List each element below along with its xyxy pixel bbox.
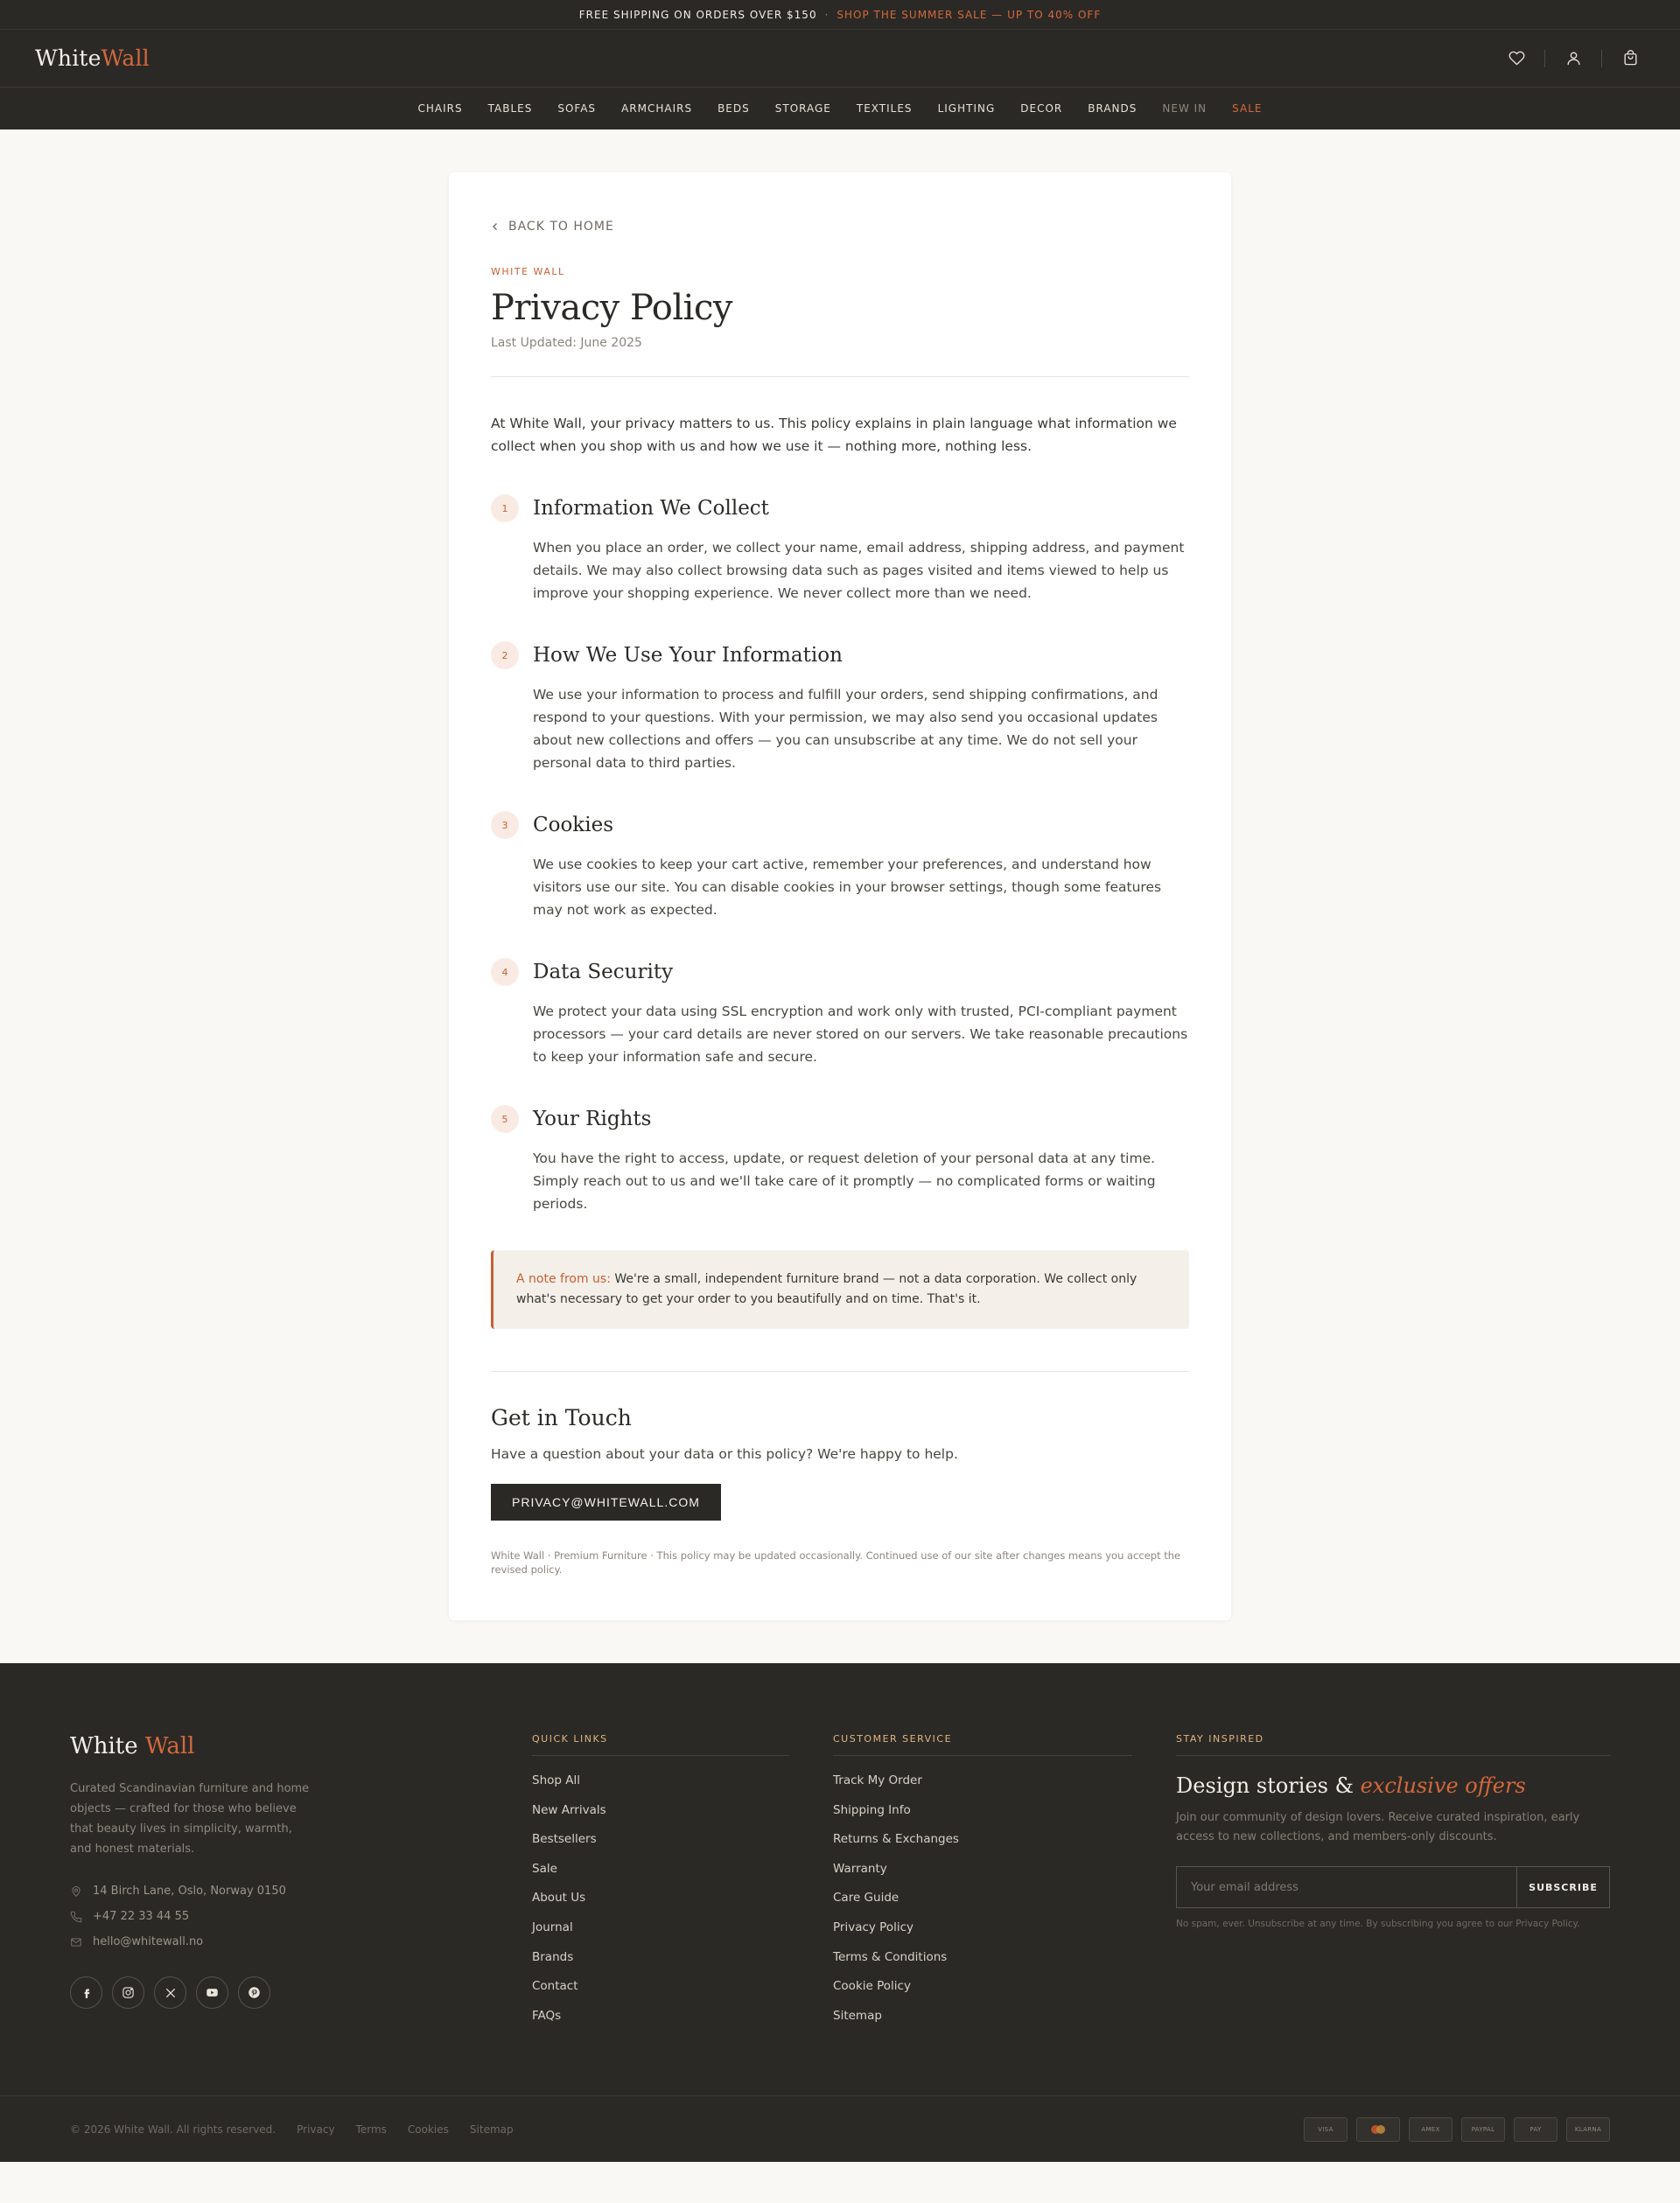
footer-link-bestsellers[interactable]: Bestsellers xyxy=(532,1832,597,1847)
footer-link-journal[interactable]: Journal xyxy=(532,1920,573,1934)
shipping-announcement: FREE SHIPPING ON ORDERS OVER $150 xyxy=(578,8,817,21)
instagram-icon xyxy=(122,1986,135,1999)
nav-item-sofas[interactable]: SOFAS xyxy=(557,102,597,115)
footer-link-shipping-info[interactable]: Shipping Info xyxy=(833,1802,911,1817)
section-number: 1 xyxy=(491,494,519,522)
footer-link-shop-all[interactable]: Shop All xyxy=(532,1773,580,1787)
footer-link-new-arrivals[interactable]: New Arrivals xyxy=(532,1802,606,1817)
visa-badge: VISA xyxy=(1304,2117,1348,2142)
newsletter-title-accent: exclusive offers xyxy=(1360,1773,1526,1798)
pay-badge: PAY xyxy=(1514,2117,1558,2142)
section-title: Cookies xyxy=(533,814,613,836)
nav-item-decor[interactable]: DECOR xyxy=(1020,102,1063,115)
address-row xyxy=(70,1878,532,1904)
nav-item-sale[interactable]: SALE xyxy=(1232,102,1263,115)
page-title: Privacy Policy xyxy=(491,288,732,328)
social-links xyxy=(70,1976,532,2009)
subscribe-button[interactable]: SUBSCRIBE xyxy=(1516,1867,1609,1907)
location-pin-icon xyxy=(70,1885,82,1898)
instagram-button[interactable] xyxy=(112,1976,144,2009)
footer-brand xyxy=(70,1733,532,2038)
footer-link-returns[interactable]: Returns & Exchanges xyxy=(833,1832,959,1847)
amex-badge: AMEX xyxy=(1409,2117,1452,2142)
sale-announcement-link[interactable]: SHOP THE SUMMER SALE — UP TO 40% OFF xyxy=(836,8,1102,21)
section-number: 2 xyxy=(491,641,519,669)
address: 14 Birch Lane, Oslo, Norway 0150 xyxy=(93,1885,286,1898)
logo-accent: Wall xyxy=(101,45,150,71)
phone-icon xyxy=(70,1911,82,1923)
phone[interactable]: +47 22 33 44 55 xyxy=(93,1910,190,1923)
footer-top xyxy=(0,1663,1680,2095)
x-icon xyxy=(164,1987,177,1999)
bottom-link-cookies[interactable]: Cookies xyxy=(407,2123,449,2136)
paypal-badge: PAYPAL xyxy=(1461,2117,1505,2142)
mail-icon xyxy=(70,1936,82,1948)
nav-item-tables[interactable]: TABLES xyxy=(487,102,533,115)
customer-service-column xyxy=(833,1733,1176,2038)
pinterest-button[interactable] xyxy=(238,1976,270,2009)
footer-link-cookie-policy[interactable]: Cookie Policy xyxy=(833,1979,911,1994)
section-number: 4 xyxy=(491,958,519,986)
intro-text: At White Wall, your privacy matters to us. This policy explains in plain language what information we collect when you shop with us and how we use it — nothing more, nothing less. xyxy=(491,416,1177,454)
header-actions xyxy=(1502,44,1645,73)
footer-link-contact[interactable]: Contact xyxy=(532,1979,578,1994)
footer-link-about-us[interactable]: About Us xyxy=(532,1891,586,1906)
bag-icon xyxy=(1622,50,1639,66)
footer-link-care-guide[interactable]: Care Guide xyxy=(833,1891,900,1906)
nav-item-new-in[interactable]: NEW IN xyxy=(1162,102,1208,115)
phone-row xyxy=(70,1904,532,1929)
email-row xyxy=(70,1929,532,1955)
copyright: © 2026 White Wall. All rights reserved. xyxy=(70,2123,276,2136)
footer-link-brands[interactable]: Brands xyxy=(532,1949,574,1964)
section-body: We protect your data using SSL encryption and work only with trusted, PCI-compliant payment processors — your card details are never stored on our servers. We take reasonable precautions to keep your information safe and secure. xyxy=(533,1004,1188,1065)
policy-section xyxy=(491,641,1189,774)
newsletter-form xyxy=(1176,1866,1610,1908)
back-to-home-link[interactable] xyxy=(491,220,614,234)
footer-link-privacy-policy[interactable]: Privacy Policy xyxy=(833,1920,914,1934)
nav-item-beds[interactable]: BEDS xyxy=(718,102,750,115)
x-button[interactable] xyxy=(154,1976,186,2009)
announcement-separator: · xyxy=(824,8,830,21)
section-body: When you place an order, we collect your name, email address, shipping address, and payment details. We may also collect browsing data such as pages visited and items viewed to help us improve your shopping experience. We never collect more than we need. xyxy=(533,540,1185,601)
footer-link-track-order[interactable]: Track My Order xyxy=(833,1773,922,1787)
logo[interactable] xyxy=(35,45,150,71)
main-content xyxy=(0,129,1680,1663)
footer-legal xyxy=(70,2123,514,2136)
nav-item-armchairs[interactable]: ARMCHAIRS xyxy=(621,102,693,115)
customer-service-links xyxy=(833,1773,1132,2038)
contact-text: Have a question about your data or this policy? We're happy to help. xyxy=(491,1446,958,1462)
logo-main: White xyxy=(35,45,102,71)
section-title: Data Security xyxy=(533,961,674,983)
customer-service-heading: CUSTOMER SERVICE xyxy=(833,1733,1132,1756)
pinterest-icon xyxy=(248,1986,261,1999)
footer-link-terms[interactable]: Terms & Conditions xyxy=(833,1949,948,1964)
site-footer xyxy=(0,1663,1680,2162)
last-updated: Last Updated: June 2025 xyxy=(491,336,642,350)
site-header xyxy=(0,30,1680,87)
note-callout xyxy=(491,1250,1189,1329)
newsletter-title xyxy=(1176,1773,1610,1798)
policy-section xyxy=(491,811,1189,921)
newsletter-title-main: Design stories & xyxy=(1176,1773,1361,1798)
section-heading xyxy=(491,494,1189,522)
section-title: How We Use Your Information xyxy=(533,644,843,667)
footer-link-warranty[interactable]: Warranty xyxy=(833,1861,887,1876)
footer-description: Curated Scandinavian furniture and home objects — crafted for those who believe that beauty lives in simplicity, warmth, and honest materials. xyxy=(70,1782,310,1856)
youtube-button[interactable] xyxy=(196,1976,228,2009)
facebook-button[interactable] xyxy=(70,1976,102,2009)
klarna-badge: KLARNA xyxy=(1566,2117,1610,2142)
policy-section xyxy=(491,494,1189,605)
section-heading xyxy=(491,811,1189,839)
email[interactable]: hello@whitewall.no xyxy=(93,1935,204,1948)
section-heading xyxy=(491,641,1189,669)
fine-print: White Wall · Premium Furniture · This policy may be updated occasionally. Continued use of our site after changes means you accept the revised policy. xyxy=(491,1549,1181,1576)
nav-item-lighting[interactable]: LIGHTING xyxy=(937,102,996,115)
nav-item-chairs[interactable]: CHAIRS xyxy=(417,102,463,115)
account-button[interactable] xyxy=(1558,44,1588,73)
contact-title: Get in Touch xyxy=(491,1405,632,1430)
footer-logo[interactable] xyxy=(70,1733,532,1759)
policy-section xyxy=(491,1105,1189,1215)
back-label: BACK TO HOME xyxy=(508,220,614,234)
section-body: We use cookies to keep your cart active, remember your preferences, and understand how visitors use our site. You can disable cookies in your browser settings, though some features may not work as expected. xyxy=(533,857,1162,918)
newsletter-heading: STAY INSPIRED xyxy=(1176,1733,1610,1756)
section-heading xyxy=(491,958,1189,986)
newsletter-fine-print: No spam, ever. Unsubscribe at any time. By subscribing you agree to our Privacy Policy. xyxy=(1176,1919,1580,1929)
user-icon xyxy=(1565,50,1582,66)
chevron-left-icon xyxy=(491,222,500,231)
header-divider xyxy=(1601,50,1602,67)
footer-link-sale[interactable]: Sale xyxy=(532,1861,557,1876)
privacy-email-button[interactable]: PRIVACY@WHITEWALL.COM xyxy=(491,1484,721,1521)
section-number: 5 xyxy=(491,1105,519,1133)
quick-links-column xyxy=(532,1733,833,2038)
mastercard-icon xyxy=(1371,2125,1385,2134)
bottom-link-privacy[interactable]: Privacy xyxy=(297,2123,335,2136)
note-label: A note from us: xyxy=(516,1272,611,1286)
quick-links xyxy=(532,1773,789,2038)
section-title: Your Rights xyxy=(533,1108,652,1130)
payment-methods xyxy=(1304,2117,1610,2142)
note-text: We're a small, independent furniture brand — not a data corporation. We collect only what's necessary to get your order to you beautifully and on time. That's it. xyxy=(516,1272,1138,1306)
announcement-bar xyxy=(0,0,1680,30)
section-heading xyxy=(491,1105,1189,1133)
footer-link-faqs[interactable]: FAQs xyxy=(532,2008,562,2023)
nav-item-storage[interactable]: STORAGE xyxy=(774,102,831,115)
main-nav xyxy=(0,87,1680,129)
heart-icon xyxy=(1508,50,1525,66)
footer-logo-main: White xyxy=(70,1733,138,1759)
policy-card xyxy=(449,172,1231,1620)
cart-button[interactable] xyxy=(1615,44,1645,73)
nav-item-brands[interactable]: BRANDS xyxy=(1088,102,1138,115)
newsletter-email-input[interactable] xyxy=(1177,1867,1516,1907)
section-body: You have the right to access, update, or request deletion of your personal data at any time. Simply reach out to us and we'll take care of it promptly — no complicated forms or waiting periods. xyxy=(533,1150,1156,1212)
nav-item-textiles[interactable]: TEXTILES xyxy=(856,102,913,115)
eyebrow: WHITE WALL xyxy=(491,266,565,277)
mastercard-badge xyxy=(1356,2117,1400,2142)
divider xyxy=(491,376,1189,377)
footer-link-sitemap[interactable]: Sitemap xyxy=(833,2008,882,2023)
bottom-link-terms[interactable]: Terms xyxy=(355,2123,387,2136)
footer-logo-accent: Wall xyxy=(144,1733,195,1759)
footer-contact xyxy=(70,1878,532,1955)
newsletter-column xyxy=(1176,1733,1610,2038)
footer-bottom xyxy=(0,2095,1680,2162)
newsletter-text: Join our community of design lovers. Receive curated inspiration, early access to new collections, and members-only discounts. xyxy=(1176,1811,1580,1843)
youtube-icon xyxy=(206,1986,219,1999)
facebook-icon xyxy=(80,1987,93,1999)
bottom-link-sitemap[interactable]: Sitemap xyxy=(469,2123,514,2136)
header-divider xyxy=(1544,50,1545,67)
section-title: Information We Collect xyxy=(533,497,769,520)
section-body: We use your information to process and fulfill your orders, send shipping confirmations, and respond to your questions. With your permission, we may also send you occasional updates about new collections and offers — you can unsubscribe at any time. We do not sell your personal data to third parties. xyxy=(533,687,1158,771)
policy-section xyxy=(491,958,1189,1068)
divider xyxy=(491,1371,1189,1372)
wishlist-button[interactable] xyxy=(1502,44,1531,73)
quick-links-heading: QUICK LINKS xyxy=(532,1733,789,1756)
section-number: 3 xyxy=(491,811,519,839)
